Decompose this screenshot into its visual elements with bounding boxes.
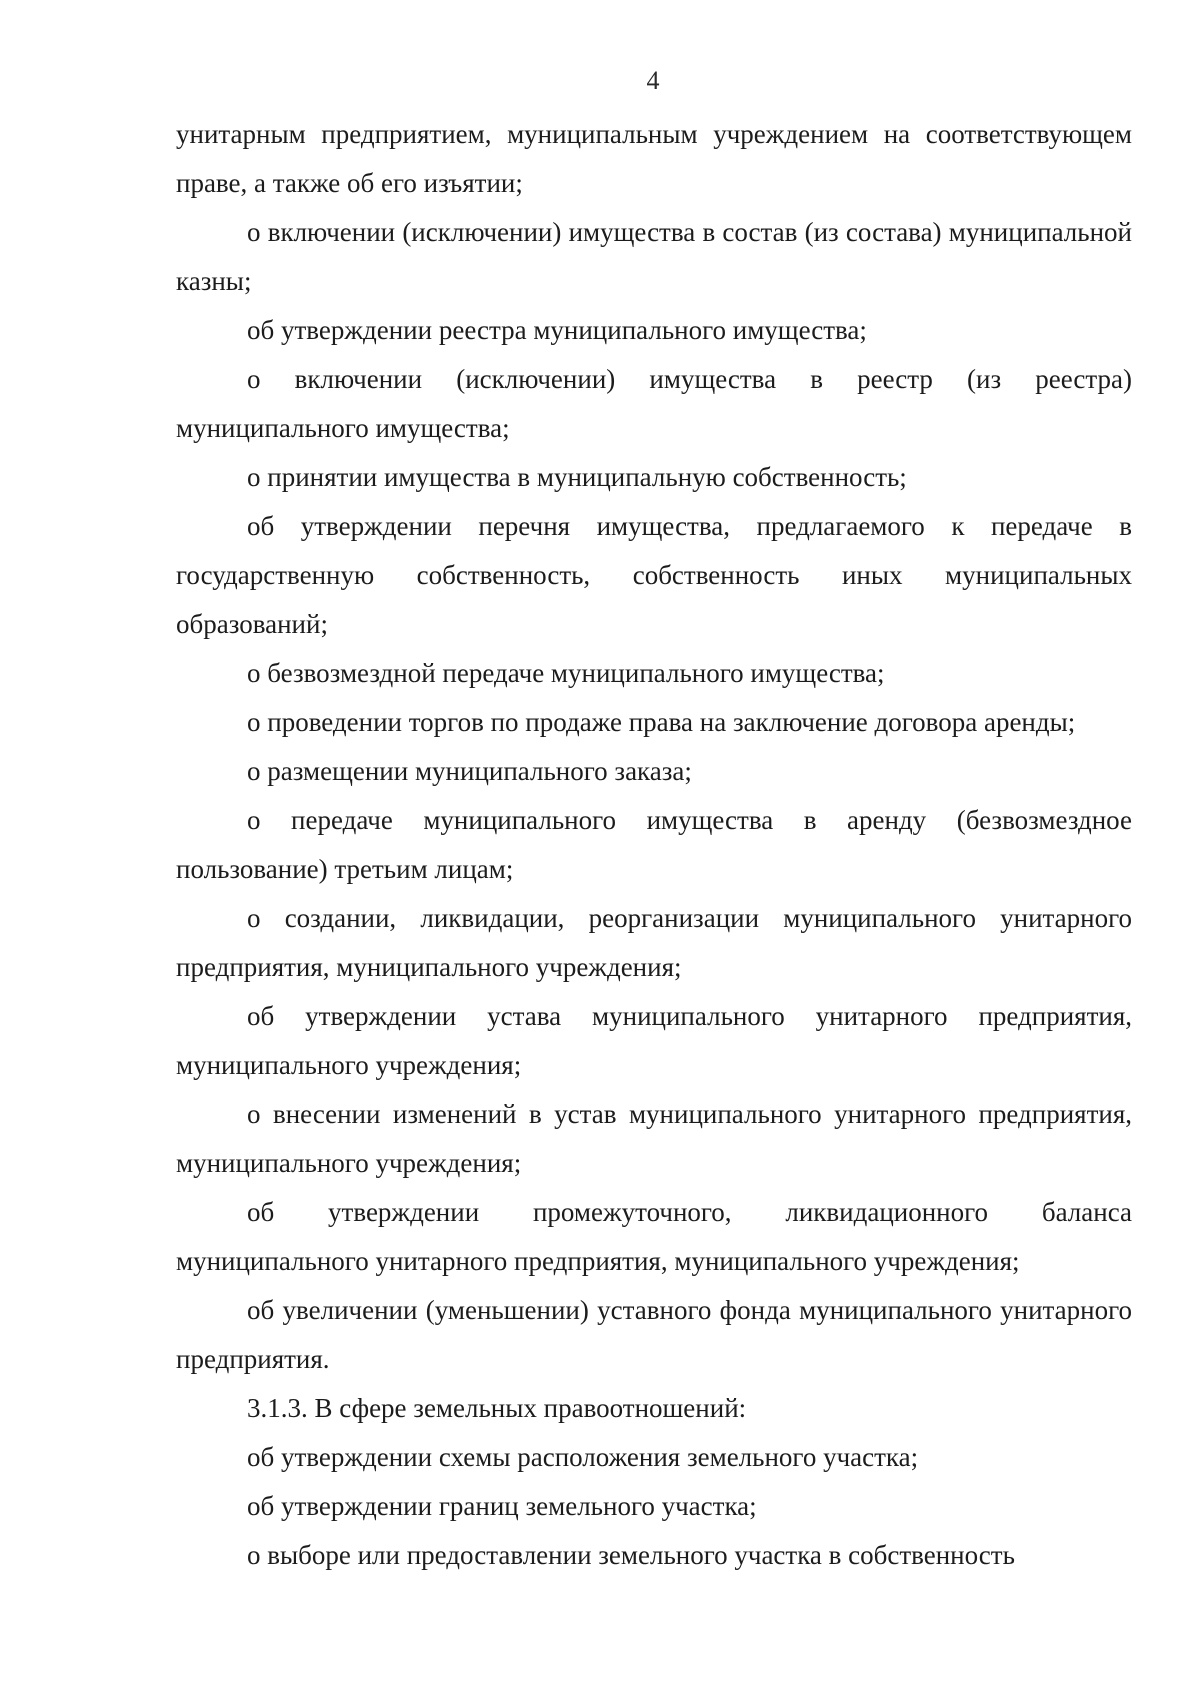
paragraph-lease-transfer: о передаче муниципального имущества в аренду (безвозмездное пользование) третьим лицам; — [176, 805, 1132, 884]
page-number: 4 — [646, 66, 660, 95]
paragraph-plot-selection: о выборе или предоставлении земельного участка в собственность — [247, 1540, 1015, 1570]
paragraph-lease-auction: о проведении торгов по продаже права на заключение договора аренды; — [247, 707, 1076, 737]
paragraph-charter-amendment: о внесении изменений в устав муниципального унитарного предприятия, муниципального учреждения; — [176, 1099, 1132, 1178]
paragraph-charter-approval: об утверждении устава муниципального унитарного предприятия, муниципального учреждения; — [176, 1001, 1132, 1080]
paragraph-plot-borders: об утверждении границ земельного участка; — [247, 1491, 757, 1521]
section-heading-land-relations: 3.1.3. В сфере земельных правоотношений: — [247, 1393, 747, 1423]
paragraph-plot-scheme: об утверждении схемы расположения земельного участка; — [247, 1442, 919, 1472]
paragraph-transfer-list: об утверждении перечня имущества, предлагаемого к передаче в государственную собственность, собственность иных муниципальных образований; — [176, 511, 1132, 639]
paragraph-enterprise-creation: о создании, ликвидации, реорганизации муниципального унитарного предприятия, муниципального учреждения; — [176, 903, 1132, 982]
paragraph-fund-change: об увеличении (уменьшении) уставного фонда муниципального унитарного предприятия. — [176, 1295, 1132, 1374]
paragraph-free-transfer: о безвозмездной передаче муниципального имущества; — [247, 658, 885, 688]
paragraph-registry-inclusion: о включении (исключении) имущества в реестр (из реестра) муниципального имущества; — [176, 364, 1132, 443]
paragraph-balance-approval: об утверждении промежуточного, ликвидационного баланса муниципального унитарного предприятия, муниципального учреждения; — [176, 1197, 1132, 1276]
document-body — [176, 110, 1132, 1580]
paragraph-municipal-treasury: о включении (исключении) имущества в состав (из состава) муниципальной казны; — [176, 217, 1132, 296]
paragraph-property-acceptance: о принятии имущества в муниципальную собственность; — [247, 462, 907, 492]
paragraph-registry-approval: об утверждении реестра муниципального имущества; — [247, 315, 867, 345]
paragraph-municipal-order: о размещении муниципального заказа; — [247, 756, 692, 786]
paragraph-continuation: унитарным предприятием, муниципальным учреждением на соответствующем праве, а также об его изъятии; — [176, 119, 1132, 198]
